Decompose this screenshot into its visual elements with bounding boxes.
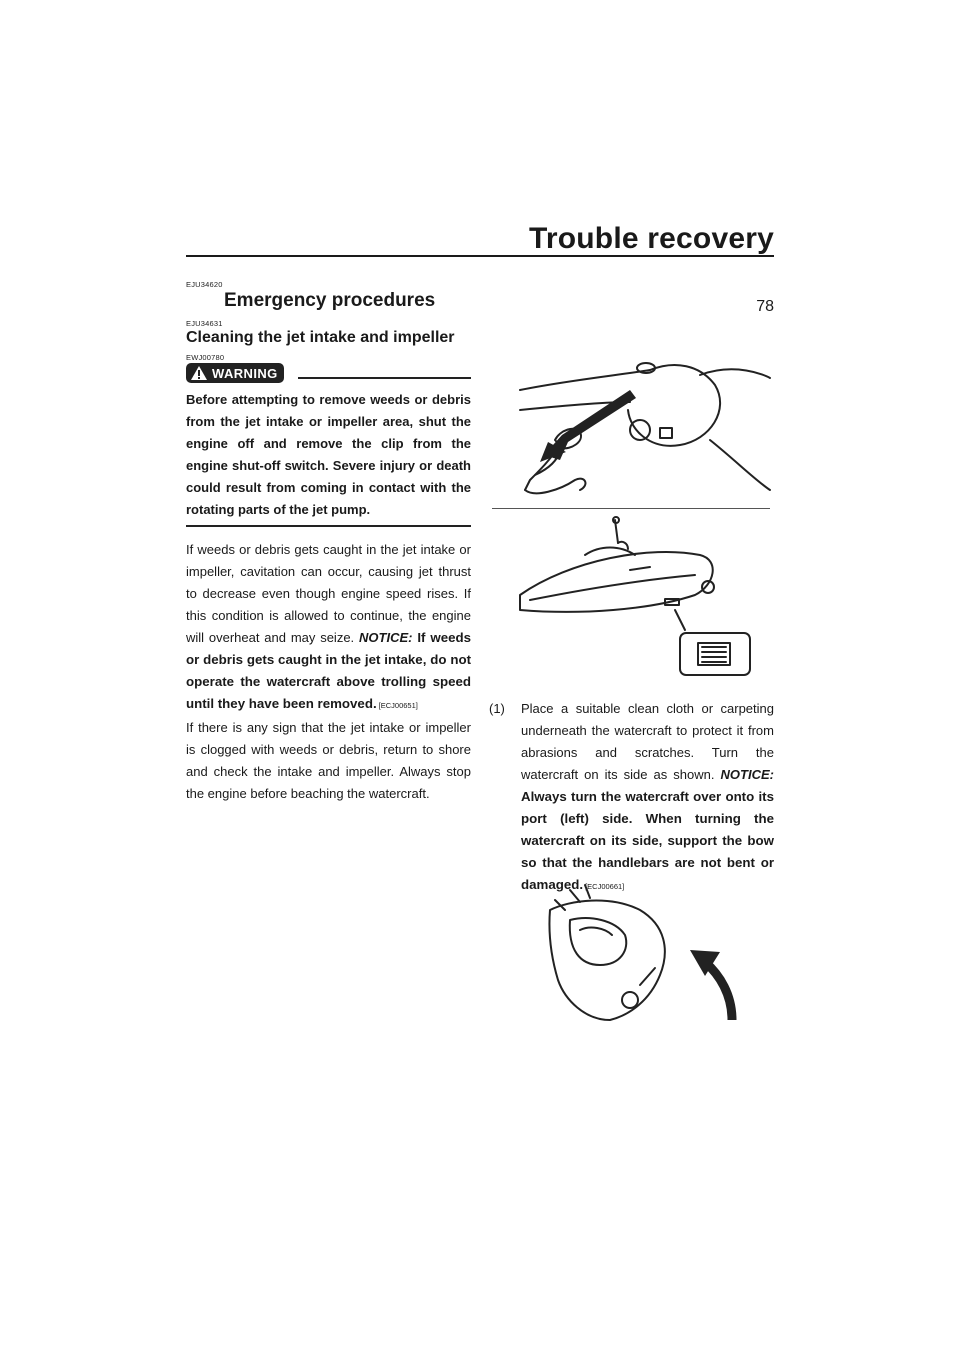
step-notice-reference-code: [ECJ00661] xyxy=(585,882,625,891)
step-number: (1) xyxy=(489,701,505,716)
step-notice-label: NOTICE: xyxy=(720,767,774,782)
subsection-title: Cleaning the jet intake and impeller xyxy=(186,329,455,346)
notice-label: NOTICE: xyxy=(359,630,413,645)
arrow-icon xyxy=(540,390,636,462)
notice-reference-code: [ECJ00651] xyxy=(378,701,418,710)
step-body xyxy=(521,698,774,898)
warning-badge xyxy=(186,363,284,383)
step-item xyxy=(489,698,774,898)
figure-watercraft-on-side xyxy=(540,880,750,1030)
warning-label: WARNING xyxy=(212,365,278,381)
warning-text: Before attempting to remove weeds or debris from the jet intake or impeller area, shut the engine off and remove the clip from the engine shut-off switch. Severe injury or death could result from coming in contact with the rotating parts of the jet pump. xyxy=(186,392,471,517)
body-paragraph-2: If there is any sign that the jet intake or impeller is clogged with weeds or debris, return to shore and check the intake and impeller. Always stop the engine before beaching the watercraft. xyxy=(186,720,471,801)
figure-separator xyxy=(492,508,770,509)
warning-header xyxy=(186,363,471,383)
left-column xyxy=(186,280,471,805)
page-number: 78 xyxy=(756,298,774,315)
header-rule xyxy=(186,255,774,257)
steps-list xyxy=(489,698,774,898)
warning-triangle-icon xyxy=(190,365,208,381)
warning-rule xyxy=(298,377,471,379)
body-paragraph-1 xyxy=(186,539,471,717)
step-notice-text: Always turn the watercraft over onto its port (left) side. When turning the watercraft on its side, support the bow so that the handlebars are not bent or damaged. xyxy=(521,789,774,892)
section-title: Emergency procedures xyxy=(224,290,436,311)
page-header-title: Trouble recovery xyxy=(529,222,774,255)
subsection-code: EJU34631 xyxy=(186,319,223,328)
paragraph-text: If weeds or debris gets caught in the jet intake or impeller, cavitation can occur, causing jet thrust to decrease even though engine speed rises. If this condition is allowed to continue, the engine will overheat and may seize. xyxy=(186,542,471,645)
figure-engine-shut-off-clip xyxy=(500,350,775,505)
curved-arrow-icon xyxy=(690,950,732,1020)
figure-watercraft-side-intake xyxy=(510,515,765,680)
section-code: EJU34620 xyxy=(186,280,223,289)
warning-end-rule xyxy=(186,525,471,527)
warning-code: EWJ00780 xyxy=(186,353,225,362)
notice-text: If weeds or debris gets caught in the jet intake, do not operate the watercraft above trolling speed until they have been removed. xyxy=(186,630,471,711)
step-text: Place a suitable clean cloth or carpeting underneath the watercraft to protect it from abrasions and scratches. Turn the watercraft on its side as shown. xyxy=(521,701,774,782)
